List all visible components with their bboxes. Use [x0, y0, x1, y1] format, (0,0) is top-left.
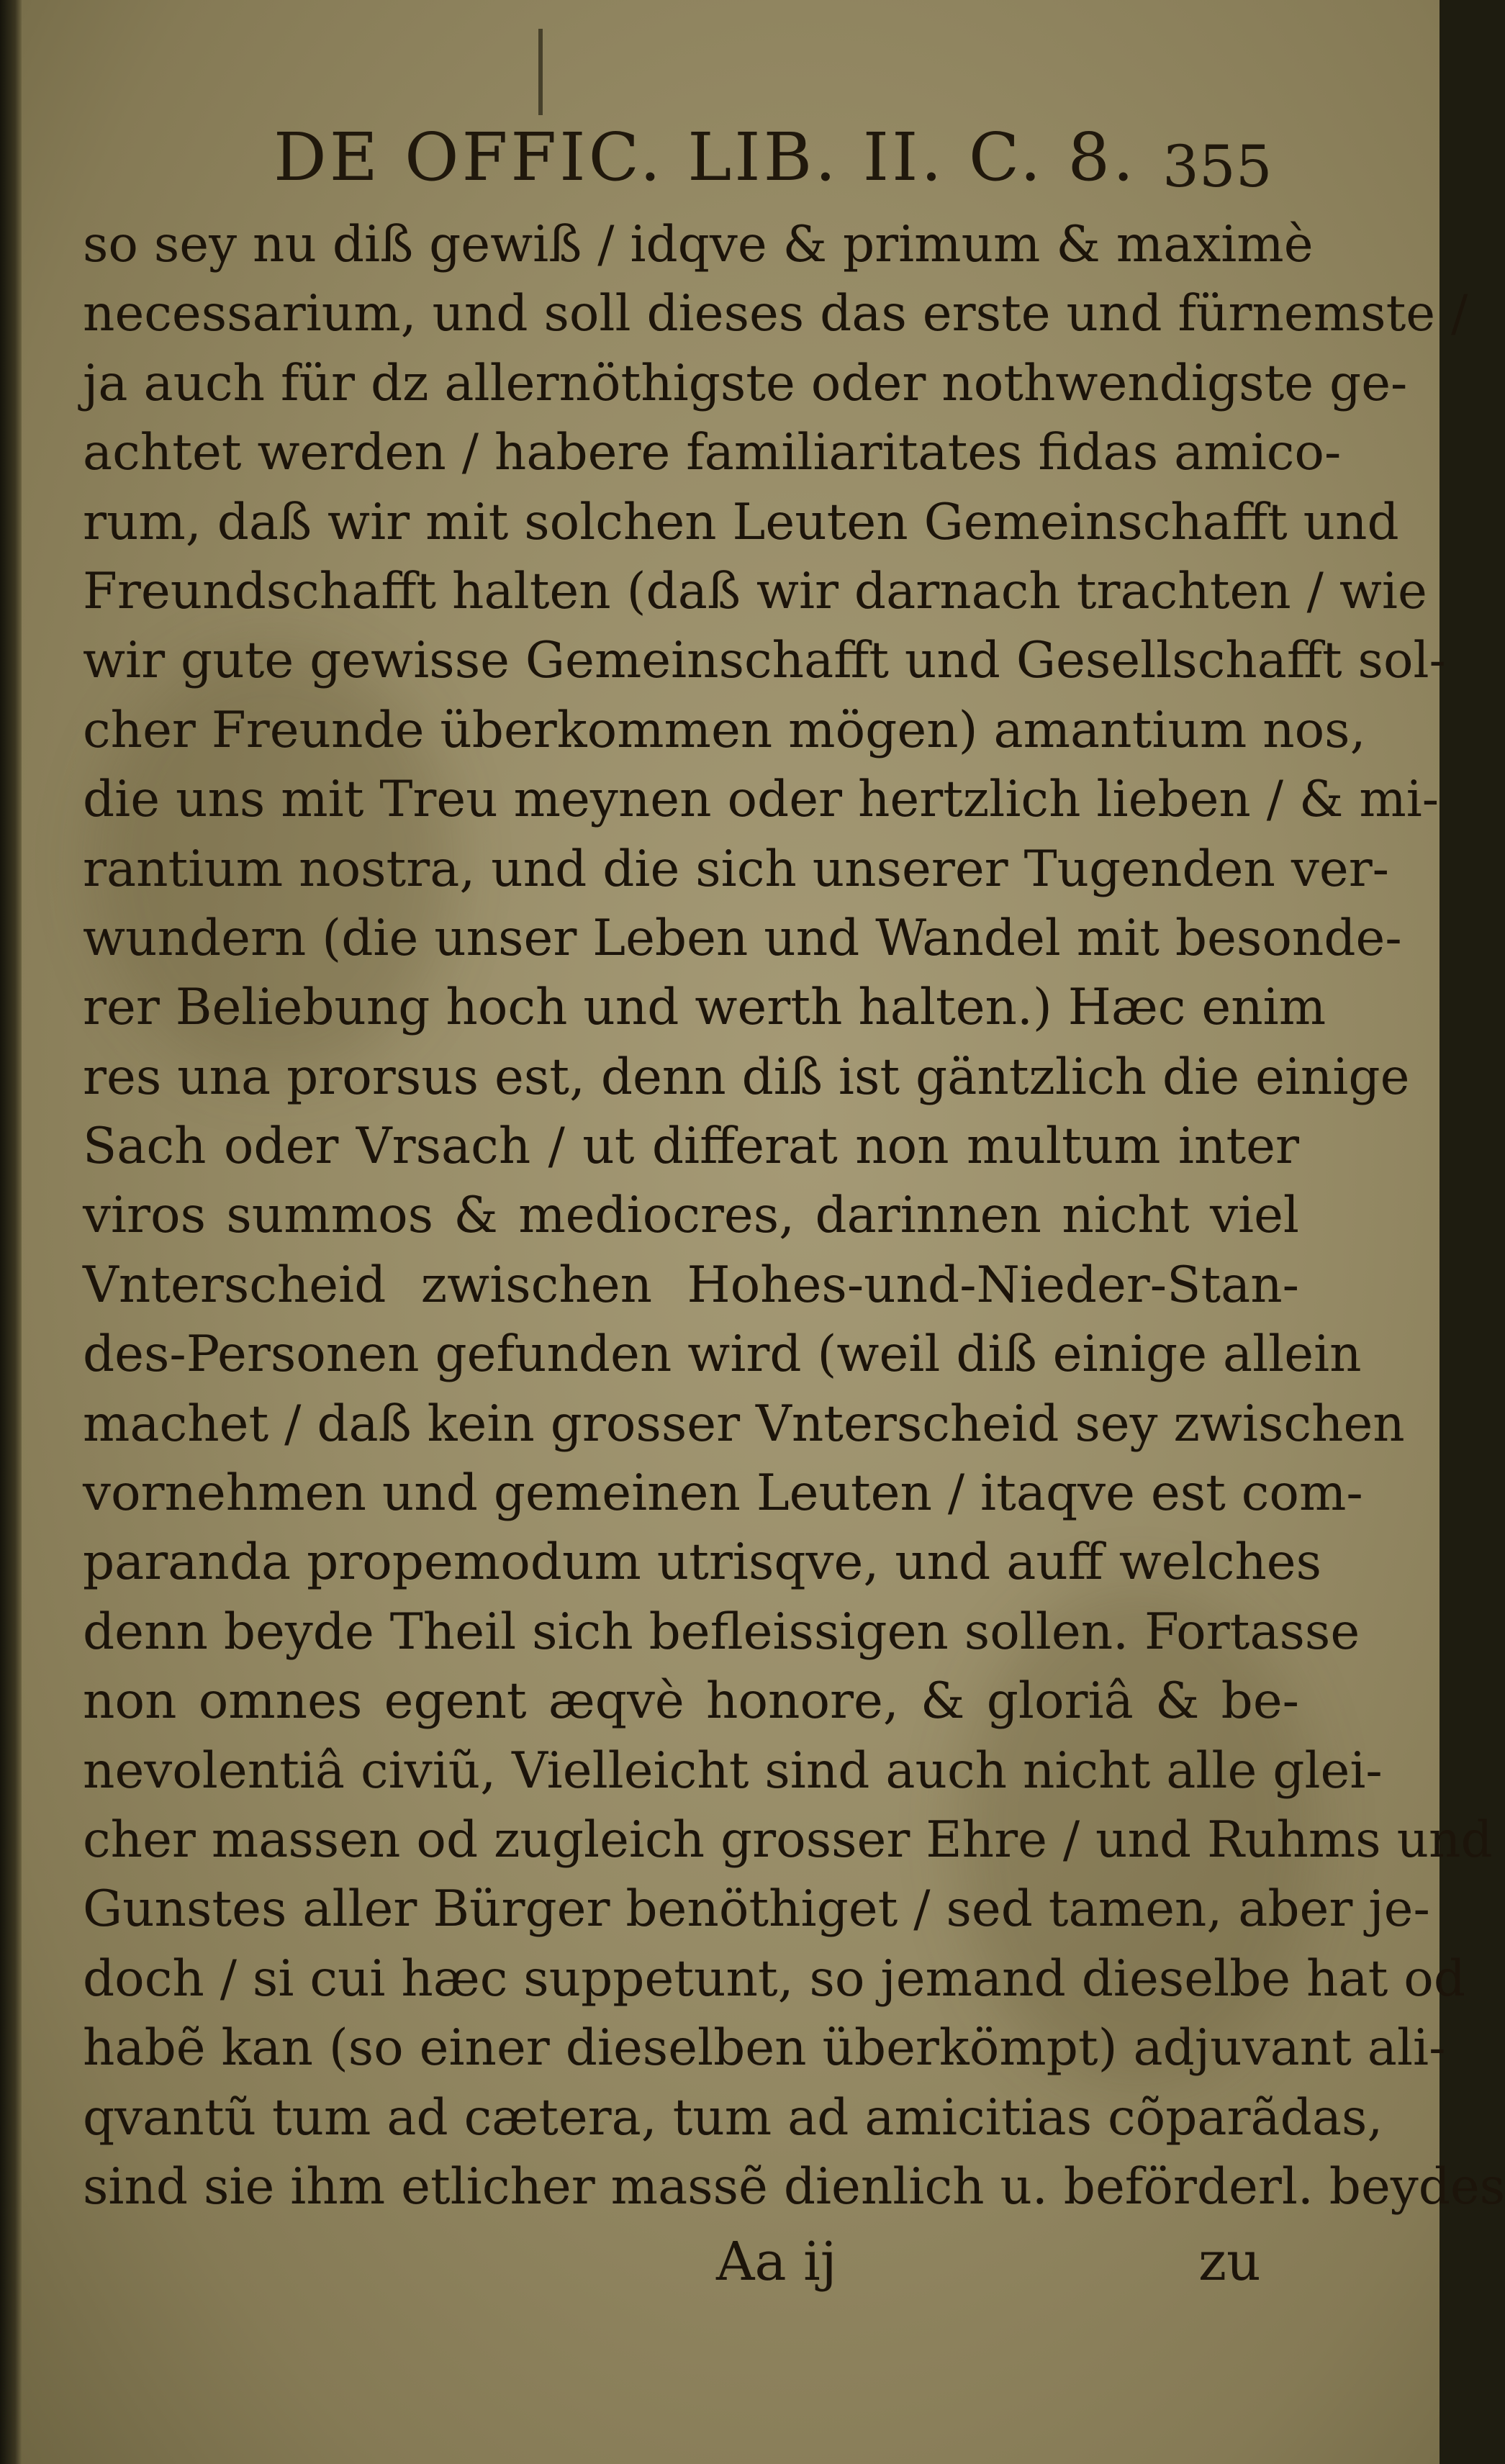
- text-line: rer Beliebung hoch und werth halten.) Hæc enim: [83, 979, 1327, 1037]
- text-line: rum, daß wir mit solchen Leuten Gemeinschafft und: [83, 493, 1399, 551]
- text-line: des-Personen gefunden wird (weil diß einige allein: [83, 1326, 1362, 1384]
- text-line: Sach oder Vrsach / ut differat non multum inter: [83, 1118, 1299, 1176]
- text-line: res una prorsus est, denn diß ist gäntzlich die einige: [83, 1048, 1410, 1106]
- text-line: wir gute gewisse Gemeinschafft und Gesellschafft sol-: [83, 632, 1446, 690]
- text-line: paranda propemodum utrisqve, und auff welches: [83, 1534, 1322, 1592]
- running-head: DE OFFIC. LIB. II. C. 8.: [274, 119, 1137, 196]
- text-line: Gunstes aller Bürger benöthiget / sed tamen, aber je-: [83, 1880, 1430, 1939]
- text-line: machet / daß kein grosser Vnterscheid sey zwischen: [83, 1395, 1405, 1453]
- text-line: vornehmen und gemeinen Leuten / itaqve est com-: [83, 1464, 1363, 1523]
- gutter-mark: [538, 29, 543, 115]
- text-line: cher Freunde überkommen mögen) amantium nos,: [83, 701, 1366, 759]
- text-line: nevolentiâ civiũ, Vielleicht sind auch nicht alle glei-: [83, 1741, 1383, 1800]
- text-line: rantium nostra, und die sich unserer Tugenden ver-: [83, 840, 1389, 898]
- text-line: so sey nu diß gewiß / idqve & primum & maximè: [83, 216, 1314, 273]
- text-line: viros summos & mediocres, darinnen nicht viel: [83, 1187, 1299, 1245]
- text-line: sind sie ihm etlicher massẽ dienlich u. beförderl. beydes: [83, 2157, 1505, 2216]
- text-line: necessarium, und soll dieses das erste und fürnemste /: [83, 285, 1468, 343]
- page-left-edge: [0, 0, 22, 2464]
- text-line: non omnes egent æqvè honore, & gloriâ & be-: [83, 1672, 1299, 1731]
- text-line: qvantũ tum ad cætera, tum ad amicitias cõparãdas,: [83, 2088, 1383, 2147]
- text-line: doch / si cui hæc suppetunt, so jemand dieselbe hat od: [83, 1949, 1465, 2008]
- text-line: wundern (die unser Leben und Wandel mit besonde-: [83, 909, 1402, 967]
- text-line: achtet werden / habere familiaritates fidas amico-: [83, 424, 1342, 482]
- body-text: [83, 210, 1505, 2221]
- text-line: denn beyde Theil sich befleissigen sollen. Fortasse: [83, 1603, 1360, 1661]
- text-line: cher massen od zugleich grosser Ehre / und Ruhms und: [83, 1811, 1493, 1869]
- text-line: Freundschafft halten (daß wir darnach trachten / wie: [83, 562, 1427, 620]
- signature-mark: Aa ij: [716, 2231, 837, 2293]
- text-line: ja auch für dz allernöthigste oder nothwendigste ge-: [83, 354, 1408, 412]
- text-line: habẽ kan (so einer dieselben überkömpt) adjuvant ali-: [83, 2019, 1446, 2078]
- text-line: Vnterscheid zwischen Hohes-und-Nieder-Stan-: [83, 1256, 1299, 1314]
- page-number: 355: [1162, 133, 1273, 200]
- text-line: die uns mit Treu meynen oder hertzlich lieben / & mi-: [83, 771, 1440, 829]
- catchword: zu: [1198, 2231, 1261, 2293]
